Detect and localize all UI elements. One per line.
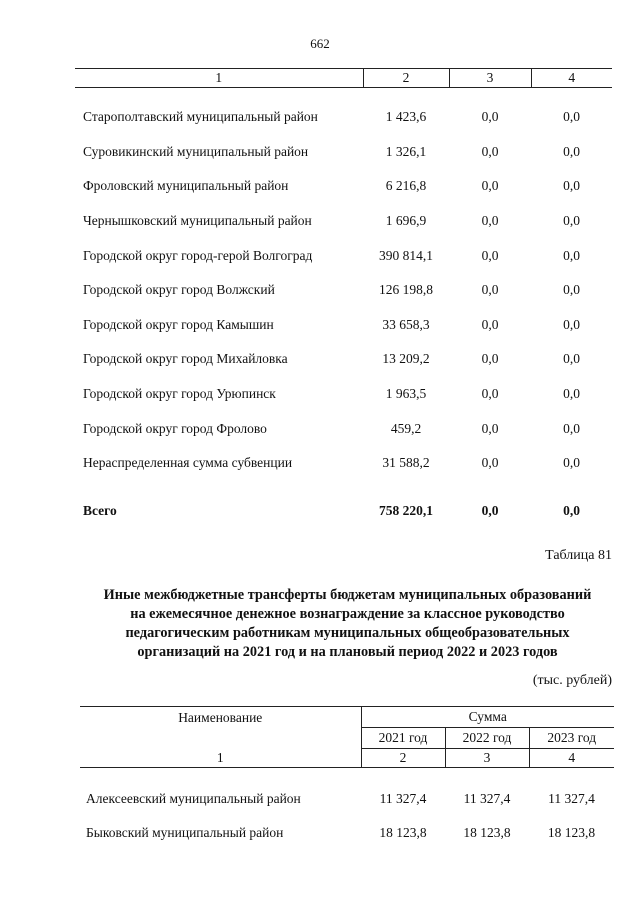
value-2022: 0,0 bbox=[481, 109, 499, 125]
table-row bbox=[75, 377, 612, 412]
row-name: Городской округ город Волжский bbox=[83, 282, 275, 298]
table-row bbox=[75, 342, 612, 377]
value-2021: 1 696,9 bbox=[385, 213, 427, 229]
year-header: 2023 год bbox=[529, 728, 614, 749]
table-row bbox=[75, 411, 612, 446]
value-2022: 0,0 bbox=[481, 316, 499, 332]
value-2022: 0,0 bbox=[481, 143, 499, 159]
value-2023: 0,0 bbox=[563, 247, 580, 263]
value-2023: 0,0 bbox=[563, 143, 580, 159]
row-name: Фроловский муниципальный район bbox=[83, 178, 289, 194]
table-row bbox=[75, 273, 612, 308]
value-2023: 11 327,4 bbox=[548, 791, 595, 806]
table-label: Таблица 81 bbox=[545, 548, 612, 563]
value-2022: 0,0 bbox=[481, 213, 499, 229]
value-2022: 18 123,8 bbox=[463, 825, 511, 840]
column-number: 2 bbox=[363, 69, 449, 88]
value-2022: 0,0 bbox=[481, 178, 499, 194]
value-2021: 18 123,8 bbox=[379, 825, 427, 840]
table-row bbox=[80, 816, 614, 850]
row-name: Городской округ город Урюпинск bbox=[83, 386, 276, 402]
value-2022: 0,0 bbox=[481, 247, 499, 263]
row-name: Быковский муниципальный район bbox=[86, 825, 284, 840]
value-2022: 0,0 bbox=[481, 386, 499, 402]
title-line: Иные межбюджетные трансферты бюджетам муниципальных образований bbox=[103, 587, 592, 603]
table-row bbox=[75, 446, 612, 481]
column-number: 4 bbox=[529, 749, 614, 768]
value-2021: 390 814,1 bbox=[379, 247, 433, 263]
row-name: Городской округ город Камышин bbox=[83, 316, 274, 332]
value-2021: 1 326,1 bbox=[385, 143, 427, 159]
continuation-table bbox=[75, 68, 612, 533]
value-2022: 0,0 bbox=[481, 282, 499, 298]
header-row bbox=[80, 707, 614, 728]
value-2021: 11 327,4 bbox=[379, 791, 427, 806]
column-number: 3 bbox=[449, 69, 531, 88]
table-row bbox=[80, 768, 614, 817]
total-2023: 0,0 bbox=[563, 502, 580, 518]
value-2021: 31 588,2 bbox=[382, 455, 430, 471]
value-2021: 126 198,8 bbox=[379, 282, 433, 298]
title-line: на ежемесячное денежное вознаграждение за классное руководство bbox=[130, 606, 565, 622]
table-row bbox=[75, 204, 612, 239]
column-number: 2 bbox=[361, 749, 445, 768]
total-2022: 0,0 bbox=[481, 502, 499, 518]
row-name: Городской округ город-герой Волгоград bbox=[83, 247, 313, 263]
column-number-row bbox=[80, 749, 614, 768]
table-row bbox=[75, 169, 612, 204]
year-header: 2021 год bbox=[361, 728, 445, 749]
value-2022: 0,0 bbox=[481, 455, 499, 471]
value-2022: 11 327,4 bbox=[463, 791, 511, 806]
column-number-row bbox=[75, 69, 612, 88]
header-name: Наименование bbox=[80, 707, 361, 749]
value-2023: 0,0 bbox=[563, 178, 580, 194]
table-row bbox=[75, 88, 612, 135]
page-number: 662 bbox=[310, 36, 330, 51]
total-row bbox=[75, 481, 612, 533]
row-name: Чернышковский муниципальный район bbox=[83, 213, 312, 229]
value-2023: 18 123,8 bbox=[547, 825, 596, 840]
row-name: Суровикинский муниципальный район bbox=[83, 143, 309, 159]
table-row bbox=[75, 238, 612, 273]
row-name: Городской округ город Фролово bbox=[83, 420, 267, 436]
value-2023: 0,0 bbox=[563, 282, 580, 298]
table-title bbox=[70, 586, 625, 662]
value-2022: 0,0 bbox=[481, 351, 499, 367]
row-name: Нераспределенная сумма субвенции bbox=[83, 455, 293, 471]
row-name: Алексеевский муниципальный район bbox=[86, 791, 301, 806]
row-name: Городской округ город Михайловка bbox=[83, 351, 288, 367]
value-2023: 0,0 bbox=[563, 455, 580, 471]
title-line: организаций на 2021 год и на плановый период 2022 и 2023 годов bbox=[137, 644, 558, 660]
value-2023: 0,0 bbox=[563, 351, 580, 367]
value-2021: 13 209,2 bbox=[382, 351, 430, 367]
table-row bbox=[75, 308, 612, 343]
total-2021: 758 220,1 bbox=[379, 502, 433, 518]
value-2021: 459,2 bbox=[390, 420, 422, 436]
row-name: Старополтавский муниципальный район bbox=[83, 109, 318, 125]
header-sum: Сумма bbox=[361, 707, 614, 728]
value-2023: 0,0 bbox=[563, 213, 580, 229]
total-label: Всего bbox=[83, 502, 117, 518]
value-2021: 1 963,5 bbox=[385, 386, 427, 402]
value-2022: 0,0 bbox=[481, 420, 499, 436]
year-header: 2022 год bbox=[445, 728, 529, 749]
transfers-table bbox=[80, 706, 614, 850]
value-2023: 0,0 bbox=[563, 386, 580, 402]
title-line: педагогическим работникам муниципальных общеобразовательных bbox=[125, 625, 570, 641]
value-2021: 33 658,3 bbox=[382, 316, 430, 332]
column-number: 4 bbox=[531, 69, 612, 88]
units-label: (тыс. рублей) bbox=[532, 673, 612, 688]
column-number: 1 bbox=[75, 69, 363, 88]
value-2023: 0,0 bbox=[563, 109, 580, 125]
value-2021: 6 216,8 bbox=[385, 178, 427, 194]
column-number: 3 bbox=[445, 749, 529, 768]
table-row bbox=[75, 135, 612, 170]
value-2023: 0,0 bbox=[563, 316, 580, 332]
value-2023: 0,0 bbox=[563, 420, 580, 436]
column-number: 1 bbox=[80, 749, 361, 768]
value-2021: 1 423,6 bbox=[385, 109, 427, 125]
